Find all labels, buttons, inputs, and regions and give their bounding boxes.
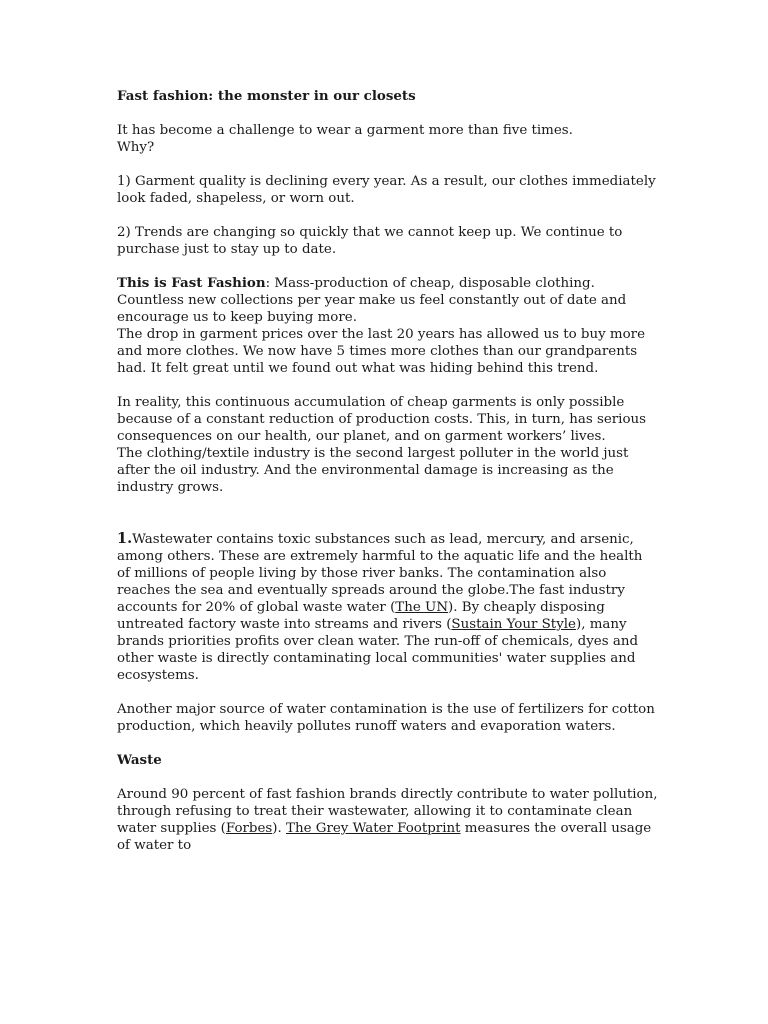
- intro-paragraph: [117, 122, 658, 156]
- section-number: 1.: [117, 530, 133, 547]
- waste-paragraph: [117, 786, 658, 854]
- document-title: Fast fashion: the monster in our closets: [117, 88, 416, 104]
- fertilizer-paragraph: Another major source of water contamination is the use of fertilizers for cotton production, which heavily pollutes runoff waters and evaporation waters.: [117, 702, 655, 734]
- definition-text: : Mass-production of cheap, disposable clothing. Countless new collections per year make us feel constantly out of date and encourage us to keep buying more.: [117, 276, 627, 325]
- point-2-paragraph: 2) Trends are changing so quickly that we cannot keep up. We continue to purchase just to stay up to date.: [117, 225, 623, 257]
- section-1-paragraph: [117, 530, 658, 684]
- waste-text-b: ).: [272, 821, 287, 836]
- sustain-your-style-link[interactable]: Sustain Your Style: [451, 617, 576, 632]
- grey-water-footprint-link[interactable]: The Grey Water Footprint: [286, 821, 461, 836]
- section-text-c: ), many brands priorities profits over clean water. The run-off of chemicals, dyes and other waste is directly contaminating local communities' water supplies and ecosystems.: [117, 617, 639, 683]
- waste-text-c: measures the overall usage of water to: [117, 821, 652, 853]
- waste-text-a: Around 90 percent of fast fashion brands directly contribute to water pollution, through refusing to treat their wastewater, allowing it to contaminate clean water supplies (: [117, 787, 658, 836]
- forbes-link[interactable]: Forbes: [225, 821, 273, 836]
- definition-lead: This is Fast Fashion: [117, 275, 266, 291]
- waste-heading: Waste: [117, 752, 162, 768]
- intro-line: It has become a challenge to wear a garment more than five times.: [117, 123, 573, 138]
- polluter-paragraph: The clothing/textile industry is the second largest polluter in the world just after the oil industry. And the environmental damage is increasing as the industry grows.: [117, 446, 629, 495]
- section-text-a: Wastewater contains toxic substances such as lead, mercury, and arsenic, among others. These are extremely harmful to the aquatic life and the health of millions of people living by those river banks. The contamination also reaches the sea and eventually spreads around the globe.The fast industry accounts for 20% of global waste water (: [117, 532, 643, 615]
- price-drop-paragraph: The drop in garment prices over the last 20 years has allowed us to buy more and more clothes. We now have 5 times more clothes than our grandparents had. It felt great until we found out what was hiding behind this trend.: [117, 327, 645, 376]
- reality-paragraph: In reality, this continuous accumulation of cheap garments is only possible because of a constant reduction of production costs. This, in turn, has serious consequences on our health, our planet, and on garment workers’ lives.: [117, 395, 646, 444]
- definition-paragraph: [117, 275, 658, 326]
- section-text-b: ). By cheaply disposing untreated factory waste into streams and rivers (: [117, 600, 605, 632]
- intro-question: Why?: [117, 140, 155, 155]
- the-un-link[interactable]: The UN: [395, 600, 449, 615]
- point-1-paragraph: 1) Garment quality is declining every year. As a result, our clothes immediately look faded, shapeless, or worn out.: [117, 174, 656, 206]
